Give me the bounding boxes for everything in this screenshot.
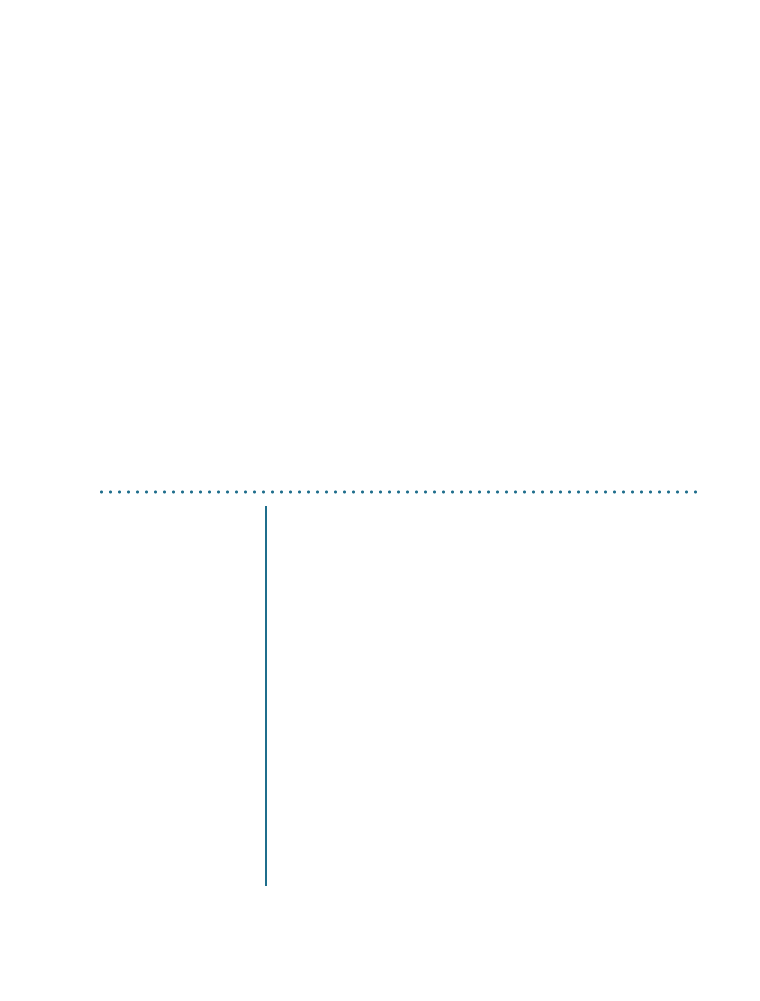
column-divider bbox=[265, 506, 267, 886]
dotted-divider bbox=[97, 490, 697, 494]
